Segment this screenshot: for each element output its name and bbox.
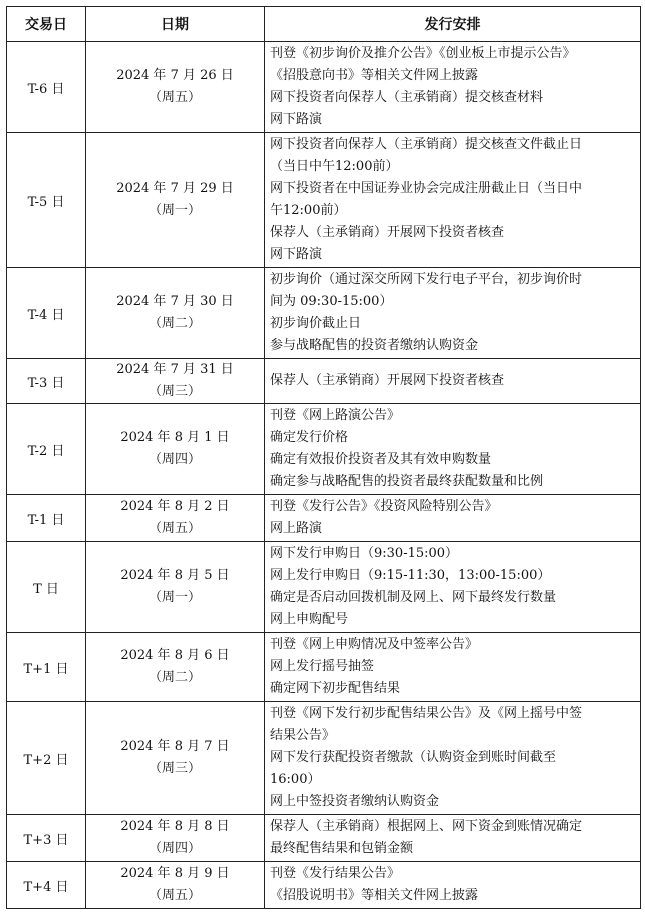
arrangement-line: 网下发行申购日（9:30-15:00） — [270, 546, 459, 561]
arrangement-cell — [265, 495, 641, 542]
date-cell — [86, 633, 265, 702]
arrangement-line: 网下路演 — [270, 112, 323, 127]
weekday: （周四） — [148, 452, 201, 467]
arrangement-cell — [265, 133, 641, 268]
arrangement-line: 初步询价（通过深交所网下发行电子平台，初步询价时 — [270, 272, 583, 287]
weekday: （周一） — [148, 590, 201, 605]
trading-day-cell: T-2 日 — [7, 404, 86, 495]
arrangement-cell — [265, 404, 641, 495]
arrangement-line: 参与战略配售的投资者缴纳认购资金 — [270, 338, 479, 353]
header-row — [7, 7, 641, 42]
arrangement-line: 确定网下初步配售结果 — [270, 681, 401, 696]
date-cell — [86, 542, 265, 633]
trading-day-cell: T-3 日 — [7, 359, 86, 404]
date-cell — [86, 495, 265, 542]
arrangement-line: 网下投资者向保荐人（主承销商）提交核查材料 — [270, 90, 544, 105]
arrangement-line: 刊登《网下发行初步配售结果公告》及《网上摇号中签 — [270, 706, 583, 721]
calendar-date: 2024 年 8 月 1 日 — [120, 430, 230, 445]
arrangement-line: 确定有效报价投资者及其有效申购数量 — [270, 452, 492, 467]
trading-day-cell: T+3 日 — [7, 815, 86, 862]
trading-day-cell: T-4 日 — [7, 268, 86, 359]
trading-day-cell: T+4 日 — [7, 862, 86, 909]
arrangement-cell — [265, 862, 641, 909]
date-cell — [86, 702, 265, 815]
date-cell — [86, 862, 265, 909]
date-cell — [86, 268, 265, 359]
table-row — [7, 702, 641, 815]
arrangement-cell — [265, 542, 641, 633]
trading-day-cell: T 日 — [7, 542, 86, 633]
arrangement-line: 结果公告》 — [270, 728, 336, 743]
calendar-date: 2024 年 7 月 31 日 — [116, 362, 234, 377]
calendar-date: 2024 年 8 月 9 日 — [120, 866, 230, 881]
arrangement-line: 间为 09:30-15:00） — [270, 294, 393, 309]
arrangement-line: 16:00） — [270, 772, 321, 787]
arrangement-line: 刊登《网上申购情况及中签率公告》 — [270, 637, 479, 652]
table-row — [7, 133, 641, 268]
header-trading-day: 交易日 — [7, 7, 86, 42]
arrangement-line: 确定参与战略配售的投资者最终获配数量和比例 — [270, 474, 544, 489]
weekday: （周二） — [148, 316, 201, 331]
calendar-date: 2024 年 8 月 2 日 — [120, 499, 230, 514]
trading-day-cell: T-6 日 — [7, 42, 86, 133]
table-row — [7, 268, 641, 359]
arrangement-line: 刊登《发行公告》《投资风险特别公告》 — [270, 499, 498, 514]
table-row — [7, 404, 641, 495]
weekday: （周三） — [148, 761, 201, 776]
table-row — [7, 542, 641, 633]
arrangement-line: 午12:00前） — [270, 203, 347, 218]
arrangement-line: （当日中午12:00前） — [270, 159, 399, 174]
arrangement-line: 《招股意向书》等相关文件网上披露 — [270, 68, 479, 83]
calendar-date: 2024 年 8 月 7 日 — [120, 739, 230, 754]
calendar-date: 2024 年 8 月 8 日 — [120, 819, 230, 834]
date-cell — [86, 815, 265, 862]
arrangement-line: 刊登《发行结果公告》 — [270, 866, 401, 881]
weekday: （周二） — [148, 670, 201, 685]
arrangement-line: 刊登《初步询价及推介公告》《创业板上市提示公告》 — [270, 46, 576, 61]
arrangement-line: 确定是否启动回拨机制及网上、网下最终发行数量 — [270, 590, 557, 605]
weekday: （周四） — [148, 841, 201, 856]
arrangement-line: 刊登《网上路演公告》 — [270, 408, 401, 423]
table-header — [7, 7, 641, 42]
header-arrangement: 发行安排 — [265, 7, 641, 42]
arrangement-cell — [265, 268, 641, 359]
calendar-date: 2024 年 8 月 5 日 — [120, 568, 230, 583]
trading-day-cell: T+2 日 — [7, 702, 86, 815]
trading-day-cell: T+1 日 — [7, 633, 86, 702]
arrangement-line: 保荐人（主承销商）根据网上、网下资金到账情况确定 — [270, 819, 583, 834]
issuance-schedule-table — [6, 6, 641, 909]
date-cell — [86, 133, 265, 268]
table-body — [7, 42, 641, 909]
calendar-date: 2024 年 7 月 26 日 — [116, 68, 234, 83]
calendar-date: 2024 年 7 月 30 日 — [116, 294, 234, 309]
arrangement-line: 网上申购配号 — [270, 612, 349, 627]
table-row — [7, 633, 641, 702]
arrangement-line: 网下路演 — [270, 247, 323, 262]
table-row — [7, 359, 641, 404]
arrangement-line: 保荐人（主承销商）开展网下投资者核查 — [270, 225, 505, 240]
arrangement-line: 初步询价截止日 — [270, 316, 362, 331]
arrangement-cell — [265, 815, 641, 862]
arrangement-line: 《招股说明书》等相关文件网上披露 — [270, 888, 479, 903]
arrangement-line: 网上路演 — [270, 521, 323, 536]
arrangement-line: 网下发行获配投资者缴款（认购资金到账时间截至 — [270, 750, 557, 765]
arrangement-cell — [265, 702, 641, 815]
date-cell — [86, 404, 265, 495]
arrangement-line: 网下投资者在中国证券业协会完成注册截止日（当日中 — [270, 181, 583, 196]
trading-day-cell: T-5 日 — [7, 133, 86, 268]
arrangement-cell — [265, 359, 641, 404]
arrangement-line: 网上发行申购日（9:15-11:30，13:00-15:00） — [270, 568, 551, 583]
arrangement-line: 网上发行摇号抽签 — [270, 659, 375, 674]
table-row — [7, 862, 641, 909]
calendar-date: 2024 年 7 月 29 日 — [116, 181, 234, 196]
weekday: （周一） — [148, 203, 201, 218]
trading-day-cell: T-1 日 — [7, 495, 86, 542]
weekday: （周三） — [148, 384, 201, 399]
arrangement-line: 保荐人（主承销商）开展网下投资者核查 — [270, 373, 505, 388]
weekday: （周五） — [148, 888, 201, 903]
table-row — [7, 495, 641, 542]
table-row — [7, 815, 641, 862]
arrangement-line: 确定发行价格 — [270, 430, 349, 445]
arrangement-cell — [265, 633, 641, 702]
arrangement-line: 网上中签投资者缴纳认购资金 — [270, 794, 440, 809]
calendar-date: 2024 年 8 月 6 日 — [120, 648, 230, 663]
header-date: 日期 — [86, 7, 265, 42]
arrangement-line: 最终配售结果和包销金额 — [270, 841, 414, 856]
date-cell — [86, 359, 265, 404]
arrangement-cell — [265, 42, 641, 133]
weekday: （周五） — [148, 521, 201, 536]
date-cell — [86, 42, 265, 133]
arrangement-line: 网下投资者向保荐人（主承销商）提交核查文件截止日 — [270, 137, 583, 152]
table-row — [7, 42, 641, 133]
weekday: （周五） — [148, 90, 201, 105]
